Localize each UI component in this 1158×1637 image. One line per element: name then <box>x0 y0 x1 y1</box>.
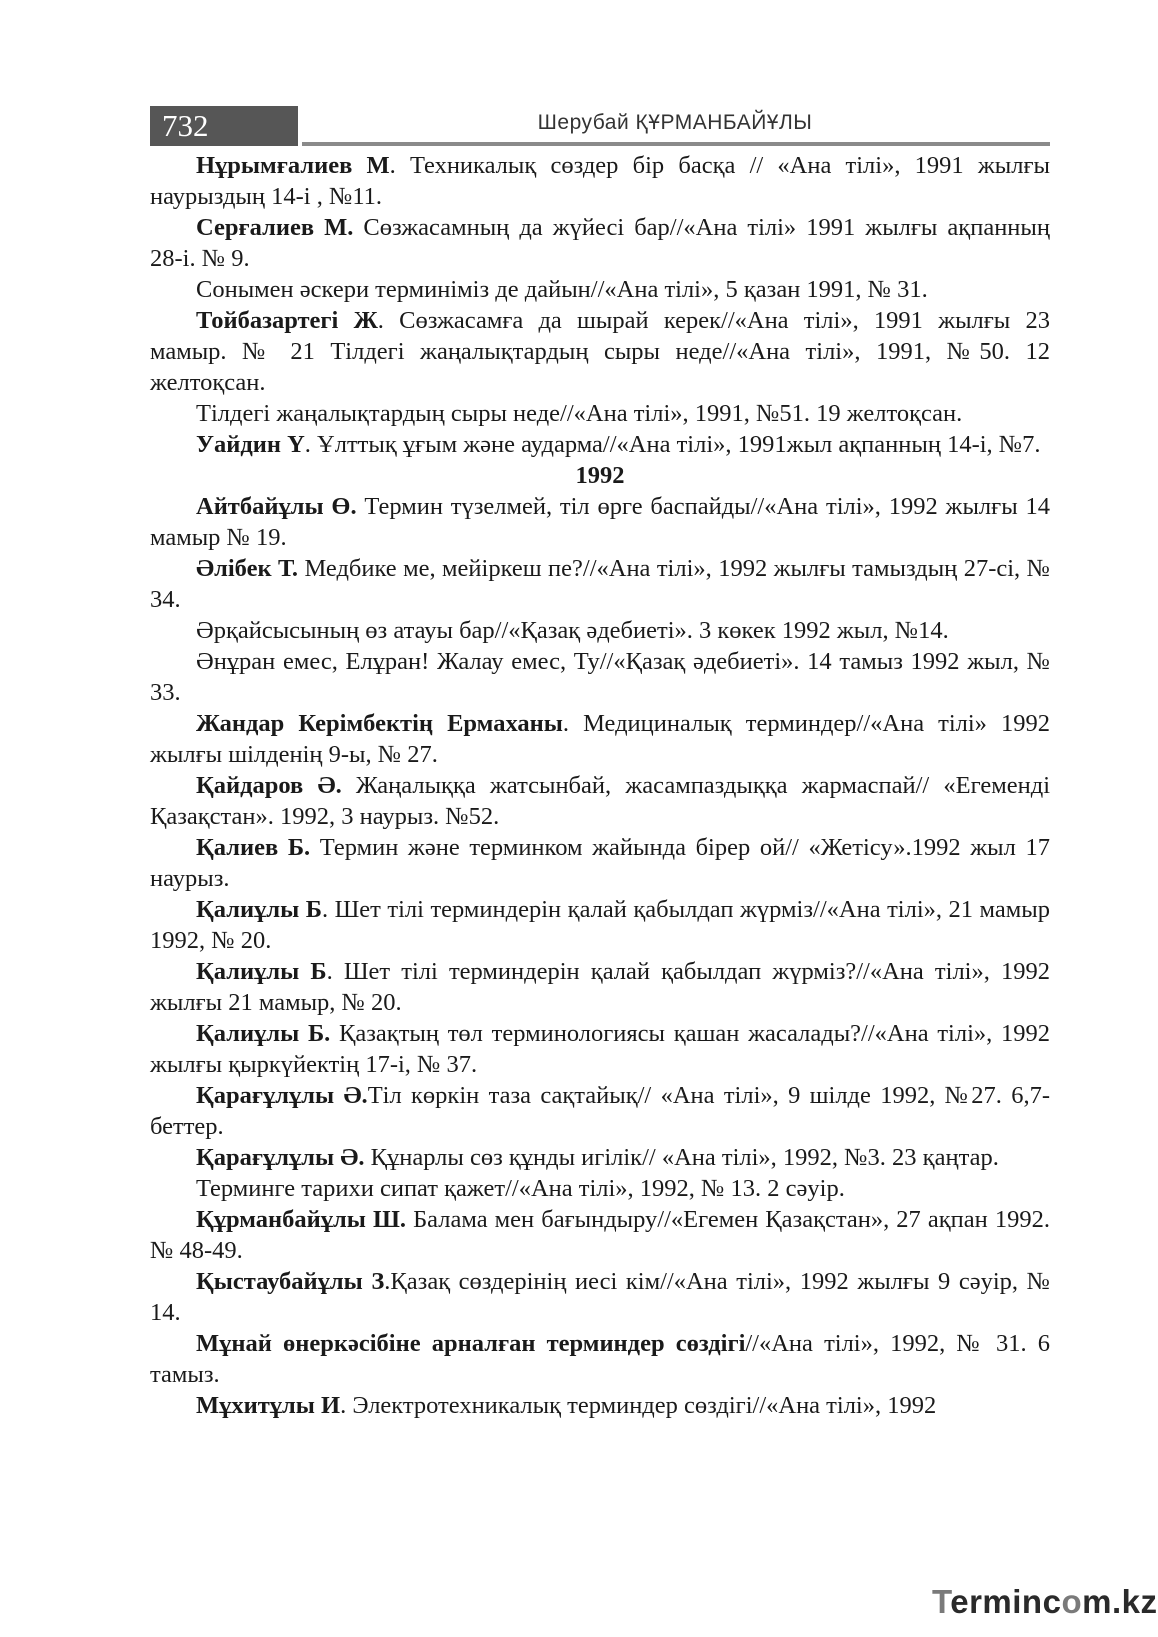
entry <box>150 1328 1050 1390</box>
entry <box>150 708 1050 770</box>
entry-text: Сонымен әскери терминіміз де дайын//«Ана тілі», 5 қазан 1991, № 31. <box>196 276 928 303</box>
entry <box>150 1142 1050 1173</box>
bibliography-body <box>150 150 1050 1421</box>
entry-author: Қыстаубайұлы З <box>196 1268 385 1295</box>
entry-text: . Ұлттық ұғым және аударма//«Ана тілі», 1991жыл ақпанның 14-і, №7. <box>304 431 1041 458</box>
entry <box>150 894 1050 956</box>
entry-text: //«Ана тілі», 1992, № 31. 6 тамыз. <box>150 1330 1050 1388</box>
entry-author: Қалиұлы Б <box>196 958 327 985</box>
entry-text: Сөзжасамның да жүйесі бар//«Ана тілі» 1991 жылғы ақпанның 28-і. № 9. <box>150 214 1050 272</box>
watermark-circle: o <box>1061 1583 1083 1620</box>
entry-author: Құрманбайұлы Ш. <box>196 1206 407 1233</box>
entry-text: . Медициналық терминдер//«Ана тілі» 1992 жылғы шілденің 9-ы, № 27. <box>150 710 1051 768</box>
entry-author: Нұрымғалиев М <box>196 152 390 179</box>
watermark-logo <box>932 1580 1158 1624</box>
entry <box>150 1390 1050 1421</box>
entry-author: Қалиев Б. <box>196 834 311 861</box>
entry-author: Қайдаров Ә. <box>196 772 342 799</box>
entry-text: . Шет тілі терминдерін қалай қабылдап жүрміз?//«Ана тілі», 1992 жылғы 21 мамыр, № 20. <box>150 958 1050 1016</box>
watermark-mid: erminc <box>950 1583 1062 1620</box>
entry-text: . Шет тілі терминдерін қалай қабылдап жүрміз//«Ана тілі», 21 мамыр 1992, № 20. <box>150 896 1050 954</box>
year-heading: 1992 <box>575 462 625 489</box>
entry <box>150 1080 1050 1142</box>
entry <box>150 1018 1050 1080</box>
entry-author: Тойбазартегі Ж <box>196 307 378 334</box>
entry <box>150 646 1050 708</box>
entry-text: Әрқайсысының өз атауы бар//«Қазақ әдебиеті». 3 көкек 1992 жыл, №14. <box>196 617 949 644</box>
entry-text: Әнұран емес, Елұран! Жалау емес, Ту//«Қазақ әдебиеті». 14 тамыз 1992 жыл, № 33. <box>150 648 1050 706</box>
entry <box>150 429 1050 460</box>
header-rule <box>302 142 1050 146</box>
entry <box>150 1204 1050 1266</box>
entry-author: Қалиұлы Б <box>196 896 322 923</box>
entry-text: Құнарлы сөз құнды игілік// «Ана тілі», 1992, №3. 23 қаңтар. <box>364 1144 999 1171</box>
entry-author: Қалиұлы Б. <box>196 1020 331 1047</box>
entry-text: Терминге тарихи сипат қажет//«Ана тілі», 1992, № 13. 2 сәуір. <box>196 1175 845 1202</box>
entry <box>150 770 1050 832</box>
entry-text: Термин түзелмей, тіл өрге баспайды//«Ана тілі», 1992 жылғы 14 мамыр № 19. <box>150 493 1050 551</box>
entry <box>150 212 1050 274</box>
entry-text: . Техникалық сөздер бір басқа // «Ана тілі», 1991 жылғы наурыздың 14-і , №11. <box>150 152 1050 210</box>
entry <box>150 274 1050 305</box>
entry-text: . Сөзжасамға да шырай керек//«Ана тілі», 1991 жылғы 23 мамыр. № 21 Тілдегі жаңалықтардың сыры неде//«Ана тілі», 1991, №50. 12 желтоқсан. <box>150 307 1050 396</box>
entry-author: Қарағұлұлы Ә. <box>196 1082 368 1109</box>
entry <box>150 832 1050 894</box>
entry-author: Жандар Керімбектің Ермаханы <box>196 710 563 737</box>
running-title: Шерубай ҚҰРМАНБАЙҰЛЫ <box>537 111 813 134</box>
entry <box>150 491 1050 553</box>
entry <box>150 615 1050 646</box>
entry-text: Қазақтың төл терминологиясы қашан жасалады?//«Ана тілі», 1992 жылғы қыркүйектің 17-і, № 37. <box>150 1020 1050 1078</box>
entry <box>150 553 1050 615</box>
entry-text: . Электротехникалық терминдер сөздігі//«Ана тілі», 1992 <box>340 1392 937 1419</box>
entry <box>150 1266 1050 1328</box>
entry <box>150 956 1050 1018</box>
entry-text: Тілдегі жаңалықтардың сыры неде//«Ана тілі», 1991, №51. 19 желтоқсан. <box>196 400 963 427</box>
entry-author: Әлібек Т. <box>196 555 299 582</box>
entry-author: Уайдин Ү <box>196 431 305 458</box>
entry <box>150 150 1050 212</box>
entry-text: .Қазақ сөздерінің иесі кім//«Ана тілі», 1992 жылғы 9 сәуір, № 14. <box>150 1268 1050 1326</box>
entry-author: Айтбайұлы Ө. <box>196 493 357 520</box>
entry-author: Мұнай өнеркәсібіне арналған терминдер сөздігі <box>196 1330 746 1357</box>
watermark-suffix: m.kz <box>1082 1583 1158 1620</box>
page-header <box>150 106 1050 148</box>
entry-author: Серғалиев М. <box>196 214 354 241</box>
entry <box>150 398 1050 429</box>
entry-author: Мұхитұлы И <box>196 1392 341 1419</box>
entry-text: Балама мен бағындыру//«Егемен Қазақстан», 27 ақпан 1992. № 48-49. <box>150 1206 1050 1264</box>
entry-text: Медбике ме, мейіркеш пе?//«Ана тілі», 1992 жылғы тамыздың 27-сі, № 34. <box>150 555 1050 613</box>
entry-text: Термин және терминком жайында бірер ой// «Жетісу».1992 жыл 17 наурыз. <box>150 834 1050 892</box>
entry-text: Тіл көркін таза сақтайық// «Ана тілі», 9 шілде 1992, №27. 6,7-беттер. <box>150 1082 1050 1140</box>
watermark-prefix: T <box>932 1583 951 1620</box>
entry-author: Қарағұлұлы Ә. <box>196 1144 365 1171</box>
page-number: 732 <box>150 106 298 146</box>
entry-text: Жаңалыққа жатсынбай, жасампаздыққа жармаспай// «Егеменді Қазақстан». 1992, 3 наурыз. №52. <box>150 772 1051 830</box>
entry <box>150 305 1050 398</box>
entry <box>150 1173 1050 1204</box>
